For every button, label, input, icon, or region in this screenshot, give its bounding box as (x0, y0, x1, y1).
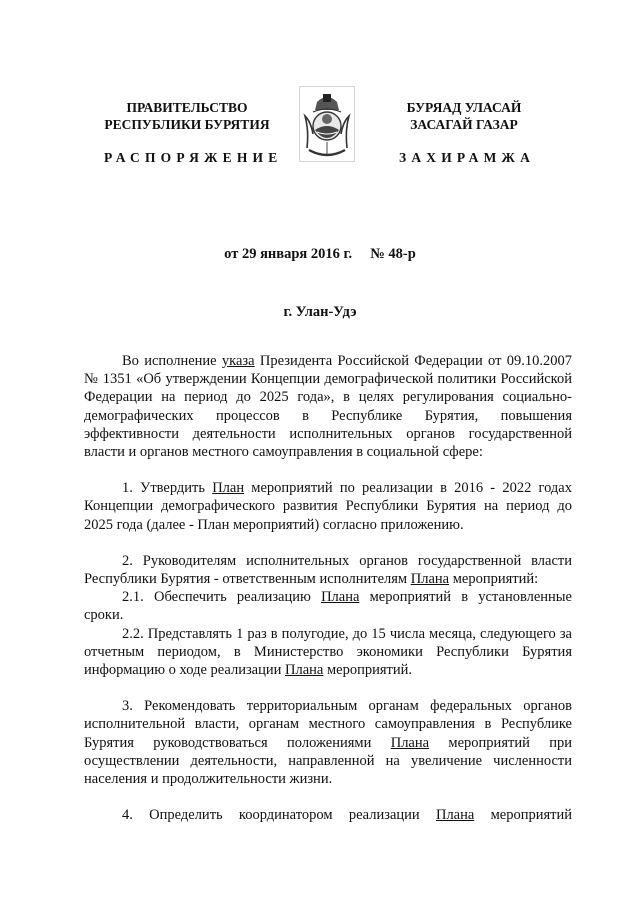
issuer-right-line2: ЗАСАГАЙ ГАЗАР (410, 117, 518, 132)
city-line: г. Улан-Удэ (283, 304, 357, 320)
document-kind-left: РАСПОРЯЖЕНИЕ (104, 150, 283, 165)
issuer-left-line1: ПРАВИТЕЛЬСТВО (126, 100, 248, 115)
decree-link[interactable]: указа (221, 353, 255, 369)
plan-link[interactable]: Плана (410, 571, 450, 588)
text-run: мероприятий. (323, 662, 413, 679)
coat-of-arms-emblem-icon (299, 86, 355, 162)
issuer-right (384, 99, 544, 133)
issuer-right-line1: БУРЯАД УЛАСАЙ (406, 100, 522, 115)
text-run: 2. Руководителям исполнительных органов государственной власти Республики Бурятия - ответственным исполнителям (84, 552, 572, 588)
plan-link[interactable]: Плана (435, 807, 475, 824)
text-run: 3. Рекомендовать территориальным органам федеральных органов исполнительной власти, органам местного самоуправления в Республике Бурятия руководствоваться положениями (84, 698, 572, 751)
plan-link[interactable]: Плана (285, 662, 324, 679)
text-run: мероприятий по реализации в 2016 - 2022 годах Концепции демографического развития Республики Бурятия на период до 2025 года (далее - План мероприятий) согласно приложению. (84, 480, 572, 533)
paragraph-item-2-1 (84, 588, 572, 624)
paragraph-item-2 (84, 552, 572, 588)
text-run: 1. Утвердить (122, 480, 213, 497)
plan-link[interactable]: Плана (321, 589, 360, 606)
text-run: 2.2. Представлять 1 раз в полугодие, до 15 числа месяца, следующего за отчетным периодом, в Министерство экономики Республики Бурятия информацию о ходе реализации (84, 625, 572, 679)
date-number-line: от 29 января 2016 г. № 48-р (224, 246, 416, 262)
issuer-left-line2: РЕСПУБЛИКИ БУРЯТИЯ (104, 117, 270, 132)
text-run: мероприятий (474, 807, 572, 824)
text-run: Во исполнение (122, 353, 222, 369)
document-kind-right: ЗАХИРАМЖА (399, 150, 536, 165)
text-run: мероприятий: (449, 571, 539, 588)
plan-link[interactable]: Плана (390, 734, 430, 751)
text-run: 4. Определить координатором реализации (122, 807, 436, 824)
text-run: мероприятий при осуществлении деятельности, направленной на увеличение численности населения и продолжительности жизни. (84, 734, 572, 788)
text-run: Президента Российской Федерации от 09.10.2007 № 1351 «Об утверждении Концепции демографической политики Российской Федерации на период до 2025 года», в целях регулирования социально-демографических процессов в Республике Бурятия, повышения эффективности деятельности исполнительных органов государственной власти и органов местного самоуправления в социальной сфере: (84, 353, 572, 461)
paragraph-preamble (84, 352, 572, 461)
paragraph-item-3 (84, 697, 572, 788)
paragraph-item-2-2 (84, 625, 572, 680)
paragraph-item-1 (84, 479, 572, 534)
paragraph-item-4 (84, 806, 572, 824)
plan-link[interactable]: План (212, 480, 245, 497)
issuer-left (98, 99, 276, 133)
text-run: 2.1. Обеспечить реализацию (122, 589, 322, 606)
text-run: мероприятий в установленные сроки. (84, 589, 572, 624)
document-body (84, 352, 572, 824)
